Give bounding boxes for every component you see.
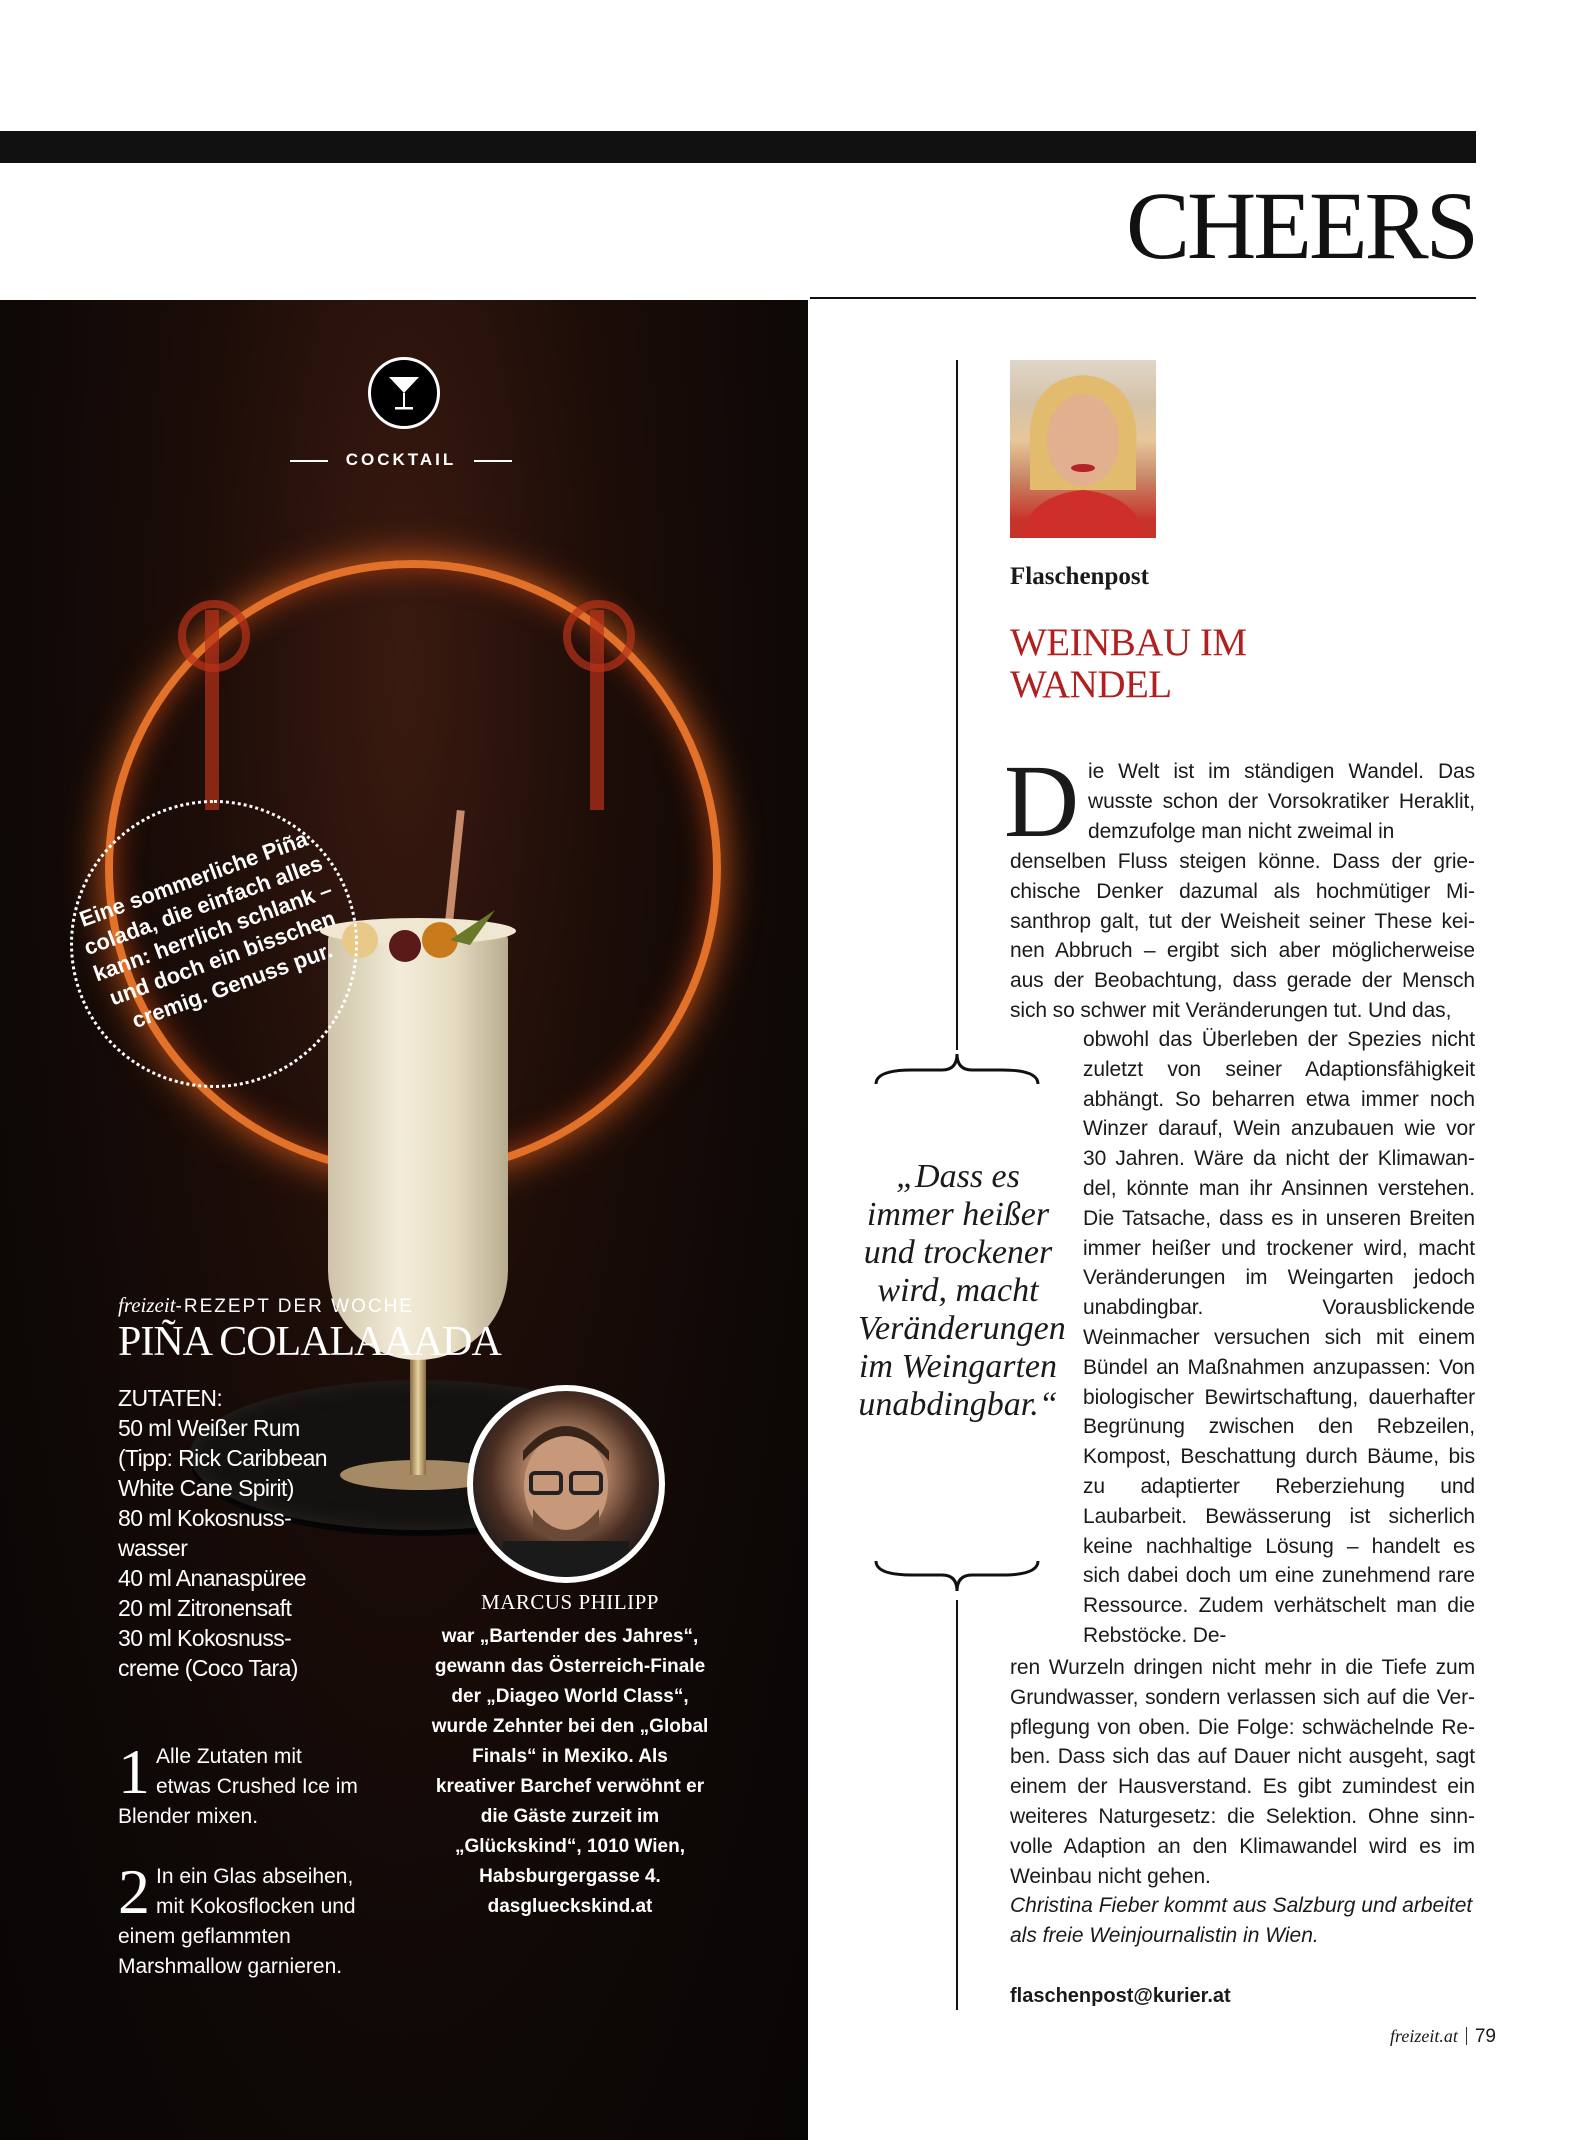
step-number: 2 bbox=[118, 1856, 150, 1927]
quote-rule-top bbox=[956, 360, 958, 1050]
section-title: CHEERS bbox=[1125, 172, 1476, 279]
brace-top-icon bbox=[872, 1050, 1042, 1090]
drop-cap: D bbox=[1004, 744, 1080, 859]
column-name: Flaschenpost bbox=[1010, 563, 1149, 590]
ingredient-line: wasser bbox=[118, 1535, 188, 1561]
recipe-title: PIÑA COLALAAADA bbox=[118, 1319, 501, 1365]
page-number: 79 bbox=[1474, 2026, 1496, 2047]
cocktail-label: COCKTAIL bbox=[290, 450, 512, 470]
article-paragraph: ren Wurzeln dringen nicht mehr in die Tiefe zum Grundwasser, sondern verlassen sich auf die Verpflegung von oben. Die Folge: schwächelnde Reben. Dass sich das auf Dauer nicht ausgeht, sagt einem der Hausverstand. Es gibt zumindest ein weiteres Naturgesetz: die Selektion. Ohne sinnvolle Adaption an den Klimawandel wird es im Weinbau nicht gehen. bbox=[1010, 1656, 1475, 1888]
brace-bottom-icon bbox=[872, 1555, 1042, 1595]
pull-quote: „Dass es immer heißer und trockener wird, macht Veränderungen im Weingarten unabdingbar.“ bbox=[858, 1158, 1066, 1423]
step-text: Alle Zutaten mit etwas Crushed Ice im Blender mixen. bbox=[118, 1745, 358, 1828]
step-number: 1 bbox=[118, 1736, 150, 1807]
recipe-step-2 bbox=[118, 1856, 358, 1982]
ingredient-line: (Tipp: Rick Caribbean bbox=[118, 1445, 327, 1471]
author-portrait bbox=[1010, 360, 1156, 538]
ingredient-line: creme (Coco Tara) bbox=[118, 1655, 298, 1681]
recipe-step-1 bbox=[118, 1736, 358, 1832]
ingredient-line: White Cane Spirit) bbox=[118, 1475, 294, 1501]
neon-key-right-head bbox=[563, 600, 635, 672]
ingredient-line: 40 ml Ananaspüree bbox=[118, 1565, 306, 1591]
header-bar bbox=[0, 131, 1476, 163]
contact-email[interactable]: flaschenpost@kurier.at bbox=[1010, 1985, 1231, 2007]
bartender-portrait bbox=[467, 1385, 665, 1583]
callout-text: Eine sommerliche Piña colada, die einfach alles kann: herrlich schlank – und doch ein bisschen cremig. Genuss pur. bbox=[76, 825, 339, 1033]
recipe-kicker-rest: -REZEPT DER WOCHE bbox=[175, 1296, 414, 1317]
ingredient-line: 80 ml Kokosnuss- bbox=[118, 1505, 292, 1531]
quote-rule-bottom bbox=[956, 1600, 958, 2010]
bartender-bio: war „Bartender des Jahres“, gewann das Österreich-Finale der „Diageo World Class“, wurde Zehnter bei den „Global Finals“ in Mexiko. Als kreativer Barchef verwöhnt er die Gäste zurzeit im „Glückskind“, 1010 Wien, Habsburgergasse 4. dasglueckskind.at bbox=[431, 1626, 709, 1917]
page-folio bbox=[1390, 2026, 1496, 2048]
cocktail-glass-icon bbox=[368, 357, 440, 429]
header-rule bbox=[810, 297, 1476, 299]
ingredient-line: 30 ml Kokosnuss- bbox=[118, 1625, 292, 1651]
neon-key-left-head bbox=[178, 600, 250, 672]
glass-stem bbox=[410, 1355, 426, 1475]
recipe-kicker-brand: freizeit bbox=[118, 1293, 176, 1317]
step-text: In ein Glas abseihen, mit Kokosflocken und einem geflammten Marshmallow garnieren. bbox=[118, 1865, 356, 1978]
article-paragraph: denselben Fluss steigen könne. Dass der griechische Denker dazumal als hochmütiger Misanthrop galt, tut der Weisheit seiner These keinen Abbruch – ergibt sich aber möglicherweise aus der Beobachtung, dass gerade der Mensch sich so schwer mit Veränderungen tut. Und das, bbox=[1010, 850, 1475, 1022]
article-paragraph: ie Welt ist im ständigen Wandel. Das wusste schon der Vorsokratiker Heraklit, demzufolge man nicht zweimal in bbox=[1088, 760, 1475, 843]
author-note: Christina Fieber kommt aus Salzburg und arbeitet als freie Weinjournalistin in Wien. bbox=[1010, 1894, 1473, 1947]
ingredient-line: 20 ml Zitronensaft bbox=[118, 1595, 292, 1621]
recipe-kicker bbox=[118, 1293, 414, 1318]
ingredients-heading: ZUTATEN: bbox=[118, 1385, 223, 1411]
ingredient-line: 50 ml Weißer Rum bbox=[118, 1415, 300, 1441]
article-headline: WEINBAU IM WANDEL bbox=[1010, 621, 1247, 706]
folio-divider bbox=[1466, 2027, 1467, 2045]
ingredients-list bbox=[118, 1383, 378, 1683]
article-paragraph: obwohl das Überleben der Spezies nicht zuletzt von seiner Adaptionsfähigkeit abhängt. So beharren etwa immer noch Winzer darauf, Wein anzubauen wie vor 30 Jahren. Wäre da nicht der Klimawandel, könnte man ihr Ansinnen verstehen. Die Tatsache, dass es in unseren Breiten immer heißer und trockener wird, macht Veränderungen im Weingarten jedoch unabdingbar. Vorausblickende Weinmacher versuchen sich mit einem Bündel an Maßnahmen anzupassen: Von biologischer Bewirtschaftung, dauerhafter Begrünung zwischen den Rebzeilen, Kompost, Beschattung durch Bäume, bis zu adaptierter Reberziehung und Laubarbeit. Bewässerung ist sicherlich keine nachhaltige Lösung – handelt es sich dabei doch um eine zunehmend rare Ressource. Zudem verhätschelt man die Rebstöcke. De- bbox=[1083, 1028, 1475, 1647]
bartender-name: MARCUS PHILIPP bbox=[481, 1590, 659, 1614]
folio-brand: freizeit.at bbox=[1390, 2026, 1458, 2046]
